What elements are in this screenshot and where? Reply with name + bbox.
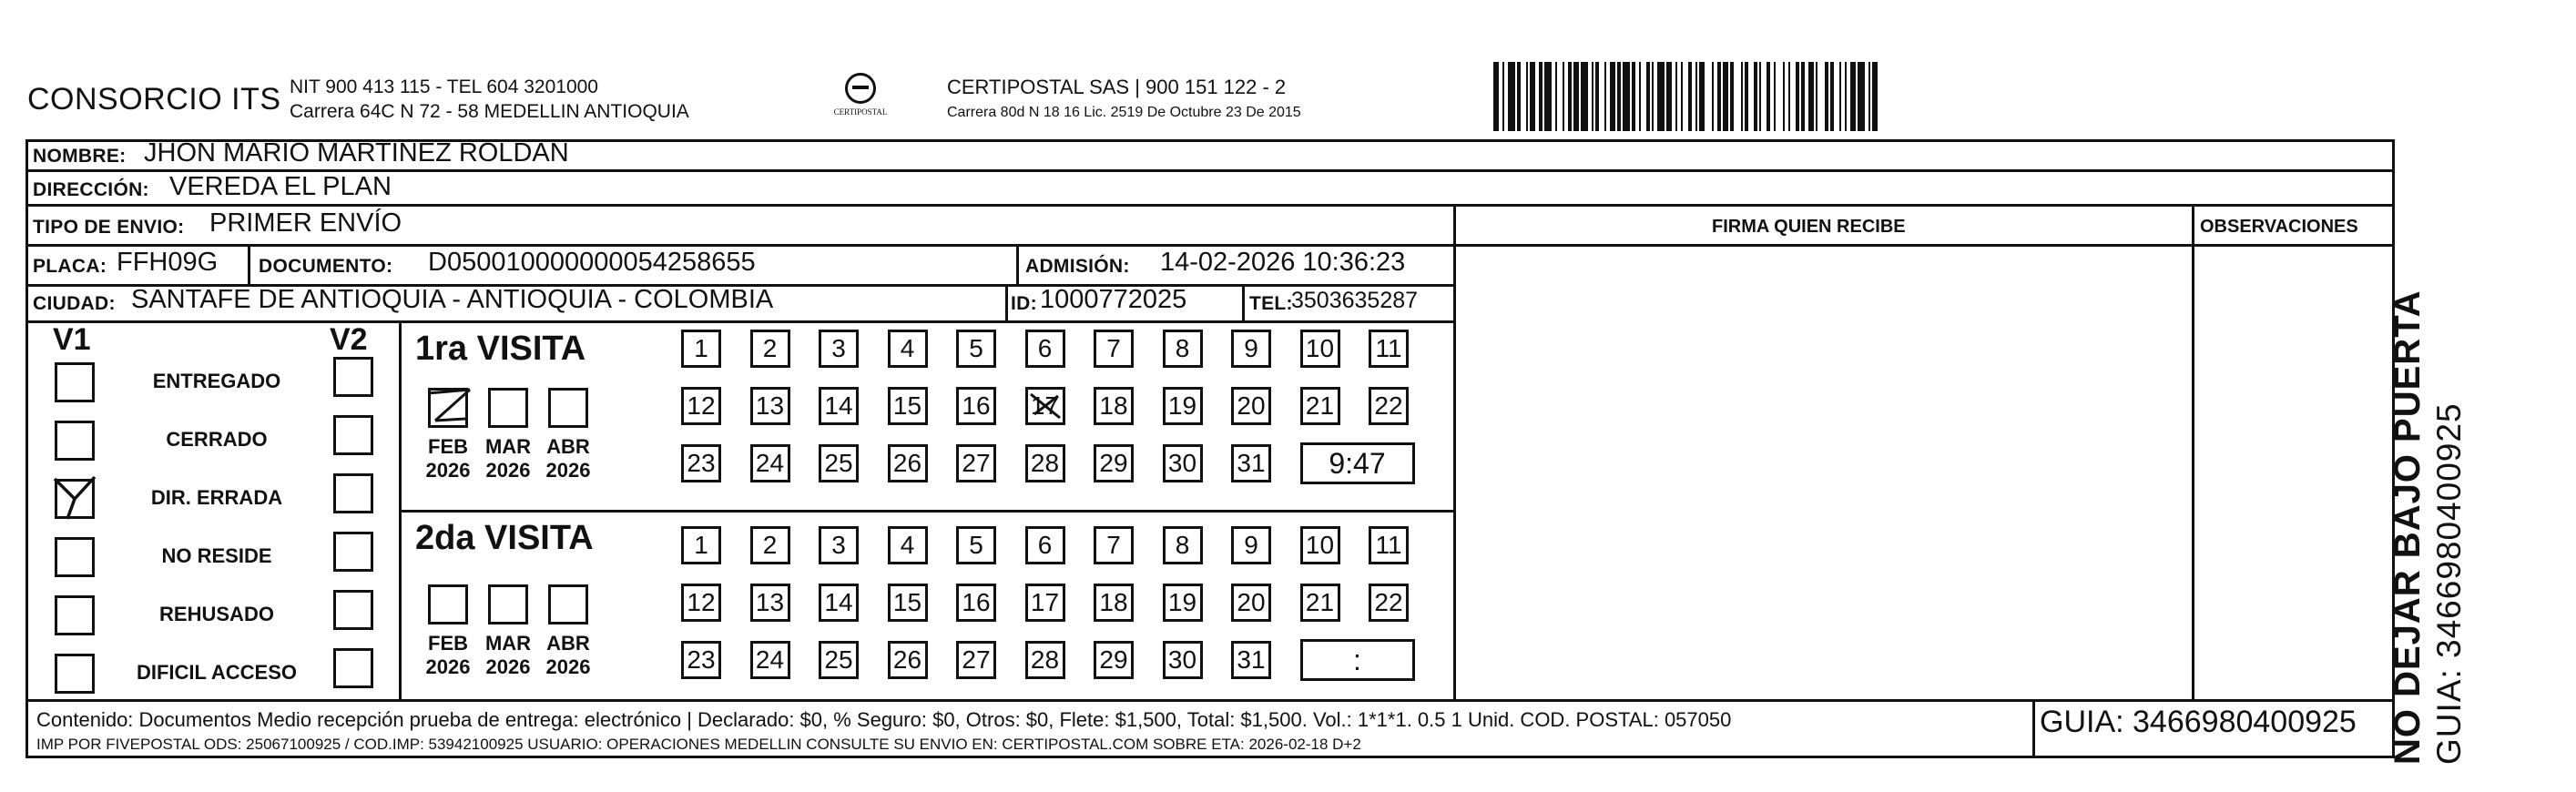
- tipo-value: PRIMER ENVÍO: [209, 208, 402, 238]
- id-label: ID:: [1011, 293, 1037, 314]
- day-box[interactable]: 26: [888, 444, 928, 482]
- day-box[interactable]: 29: [1094, 444, 1134, 482]
- status-option-label: DIFICIL ACCESO: [136, 661, 297, 684]
- month-year: 2026: [485, 459, 531, 482]
- day-box[interactable]: 14: [819, 584, 859, 622]
- side-notice: [2386, 289, 2469, 765]
- day-box[interactable]: 27: [956, 444, 996, 482]
- month-year: 2026: [425, 655, 471, 678]
- day-box[interactable]: 15: [888, 387, 928, 425]
- month-checkbox[interactable]: [548, 584, 588, 624]
- side-guia: GUIA: 3466980400925: [2430, 402, 2468, 765]
- day-box[interactable]: 28: [1025, 641, 1065, 679]
- month-name: FEB: [428, 435, 468, 458]
- rule: [25, 320, 1455, 323]
- day-box[interactable]: 31: [1231, 641, 1271, 679]
- address-line: Carrera 64C N 72 - 58 MEDELLIN ANTIOQUIA: [290, 101, 689, 122]
- rule: [1016, 244, 1019, 285]
- day-box[interactable]: 17: [1025, 584, 1065, 622]
- direccion-value: VEREDA EL PLAN: [169, 172, 392, 201]
- rule: [25, 204, 2395, 207]
- month-name: FEB: [428, 632, 468, 655]
- day-box[interactable]: 24: [750, 444, 790, 482]
- strike-mark-icon: [1025, 387, 1065, 425]
- certipostal-info: [947, 75, 1301, 126]
- admision-label: ADMISIÓN:: [1025, 256, 1130, 277]
- tipo-label: TIPO DE ENVIO:: [33, 217, 185, 238]
- v1-checkbox[interactable]: [55, 537, 95, 577]
- day-box[interactable]: 16: [956, 584, 996, 622]
- company-info: [290, 75, 689, 124]
- direccion-label: DIRECCIÓN:: [33, 179, 149, 200]
- rule: [1242, 284, 1245, 321]
- v2-checkbox[interactable]: [333, 648, 373, 688]
- day-box[interactable]: 13: [750, 584, 790, 622]
- nombre-label: NOMBRE:: [33, 146, 127, 167]
- day-box[interactable]: 16: [956, 387, 996, 425]
- day-box[interactable]: 15: [888, 584, 928, 622]
- barcode-bar: [1657, 62, 1665, 131]
- ciudad-value: SANTAFE DE ANTIOQUIA - ANTIOQUIA - COLOMBIA: [131, 285, 774, 314]
- day-box[interactable]: 5: [956, 330, 996, 368]
- day-box[interactable]: 12: [681, 584, 721, 622]
- month-label: [419, 435, 477, 482]
- month-name: MAR: [484, 632, 532, 655]
- footer-print-info: IMP POR FIVEPOSTAL ODS: 25067100925 / COD.IMP: 53942100925 USUARIO: OPERACIONES MEDELLIN CONSULTE SU ENVIO EN: CERTIPOSTAL.COM SOBRE ETA: 2026-02-18 D+2: [36, 736, 1361, 753]
- nit-line: NIT 900 413 115 - TEL 604 3201000: [290, 76, 598, 97]
- month-label: [419, 632, 477, 679]
- month-checkbox[interactable]: [548, 388, 588, 428]
- day-box[interactable]: 6: [1025, 330, 1065, 368]
- day-box[interactable]: 1: [681, 330, 721, 368]
- v1-checkbox[interactable]: [55, 654, 95, 694]
- day-box[interactable]: 17: [1025, 387, 1065, 425]
- day-box[interactable]: 31: [1231, 444, 1271, 482]
- month-label: [539, 632, 597, 679]
- rule: [2192, 204, 2194, 700]
- rule: [399, 320, 402, 700]
- rule: [248, 244, 250, 285]
- rule: [1005, 284, 1008, 321]
- v2-checkbox[interactable]: [333, 473, 373, 513]
- guia-number: GUIA: 3466980400925: [2040, 705, 2357, 739]
- day-box[interactable]: 4: [888, 526, 928, 564]
- barcode-gap: [1878, 62, 1881, 131]
- day-box[interactable]: 27: [956, 641, 996, 679]
- day-box[interactable]: 23: [681, 641, 721, 679]
- barcode-bar: [1623, 62, 1630, 131]
- status-option-label: CERRADO: [166, 428, 268, 451]
- barcode: [1493, 62, 2176, 131]
- day-box[interactable]: 19: [1163, 584, 1203, 622]
- day-box[interactable]: 30: [1163, 444, 1203, 482]
- barcode-bar: [1544, 62, 1552, 131]
- certipostal-logo: [829, 71, 892, 127]
- month-year: 2026: [425, 459, 471, 482]
- month-name: ABR: [546, 632, 590, 655]
- placa-value: FFH09G: [117, 248, 219, 277]
- barcode-bar: [1858, 62, 1865, 131]
- day-box[interactable]: 8: [1163, 526, 1203, 564]
- day-box[interactable]: 14: [819, 387, 859, 425]
- month-year: 2026: [545, 459, 591, 482]
- day-box[interactable]: 1: [681, 526, 721, 564]
- rule: [401, 510, 1455, 513]
- month-checkbox[interactable]: [488, 584, 528, 624]
- v2-checkbox[interactable]: [333, 415, 373, 455]
- day-box[interactable]: 10: [1300, 330, 1340, 368]
- day-box[interactable]: 5: [956, 526, 996, 564]
- barcode-gap: [1705, 62, 1712, 131]
- placa-label: PLACA:: [33, 256, 107, 277]
- day-box[interactable]: 11: [1369, 330, 1409, 368]
- day-box[interactable]: 3: [819, 526, 859, 564]
- day-box[interactable]: 7: [1094, 330, 1134, 368]
- day-box[interactable]: 11: [1369, 526, 1409, 564]
- day-box[interactable]: 29: [1094, 641, 1134, 679]
- checkmark-icon: [423, 382, 475, 428]
- company-name: CONSORCIO ITS: [27, 82, 281, 117]
- month-label: [479, 632, 537, 679]
- time-box[interactable]: :: [1300, 639, 1415, 681]
- ciudad-label: CIUDAD:: [33, 293, 116, 314]
- status-option-label: REHUSADO: [159, 603, 274, 625]
- barcode-gap: [1776, 62, 1783, 131]
- day-box[interactable]: 28: [1025, 444, 1065, 482]
- v2-header: V2: [330, 322, 368, 357]
- month-label: [479, 435, 537, 482]
- certi-line-2: Carrera 80d N 18 16 Lic. 2519 De Octubre 23 De 2015: [947, 105, 1301, 120]
- second-visit-title: 2da VISITA: [415, 519, 594, 557]
- admision-value: 14-02-2026 10:36:23: [1160, 248, 1406, 277]
- day-box[interactable]: 6: [1025, 526, 1065, 564]
- status-option-label: ENTREGADO: [152, 370, 281, 392]
- day-box[interactable]: 25: [819, 444, 859, 482]
- v2-checkbox[interactable]: [333, 357, 373, 397]
- day-box[interactable]: 24: [750, 641, 790, 679]
- v1-header: V1: [53, 322, 91, 357]
- documento-value: D050010000000054258655: [428, 248, 756, 277]
- day-box[interactable]: 18: [1094, 584, 1134, 622]
- observaciones-header: OBSERVACIONES: [2200, 217, 2358, 237]
- day-box[interactable]: 9: [1231, 526, 1271, 564]
- day-box[interactable]: 8: [1163, 330, 1203, 368]
- month-checkbox[interactable]: [488, 388, 528, 428]
- barcode-gap: [1817, 62, 1825, 131]
- day-box[interactable]: 21: [1300, 387, 1340, 425]
- day-box[interactable]: 23: [681, 444, 721, 482]
- day-box[interactable]: 25: [819, 641, 859, 679]
- tel-value: 3503635287: [1291, 288, 1419, 313]
- status-option-label: NO RESIDE: [161, 544, 272, 567]
- nombre-value: JHON MARIO MARTINEZ ROLDAN: [144, 138, 569, 168]
- documento-label: DOCUMENTO:: [259, 256, 393, 277]
- month-year: 2026: [485, 655, 531, 678]
- month-checkbox[interactable]: [428, 584, 468, 624]
- day-box[interactable]: 20: [1231, 584, 1271, 622]
- month-year: 2026: [545, 655, 591, 678]
- footer-content: Contenido: Documentos Medio recepción prueba de entrega: electrónico | Declarado: $0, % Seguro: $0, Otros: $0, Flete: $1,500, Total: $1,500. Vol.: 1*1*1. 0.5 1 Unid. COD. POSTAL: 057050: [36, 708, 1732, 731]
- certi-line-1: CERTIPOSTAL SAS | 900 151 122 - 2: [947, 76, 1287, 98]
- first-visit-title: 1ra VISITA: [415, 330, 586, 368]
- month-label: [539, 435, 597, 482]
- day-box[interactable]: 7: [1094, 526, 1134, 564]
- day-box[interactable]: 19: [1163, 387, 1203, 425]
- time-box[interactable]: 9:47: [1300, 442, 1415, 484]
- day-box[interactable]: 10: [1300, 526, 1340, 564]
- v2-checkbox[interactable]: [333, 532, 373, 572]
- v2-checkbox[interactable]: [333, 590, 373, 630]
- day-box[interactable]: 2: [750, 330, 790, 368]
- rule: [25, 699, 2395, 702]
- day-box[interactable]: 3: [819, 330, 859, 368]
- day-box[interactable]: 21: [1300, 584, 1340, 622]
- v1-checkbox[interactable]: [55, 421, 95, 461]
- logo-text: CERTIPOSTAL: [833, 107, 888, 117]
- rule: [1453, 204, 1456, 700]
- checkmark-icon: [49, 472, 100, 523]
- day-box[interactable]: 4: [888, 330, 928, 368]
- firma-header: FIRMA QUIEN RECIBE: [1712, 217, 1906, 237]
- day-box[interactable]: 12: [681, 387, 721, 425]
- day-box[interactable]: 26: [888, 641, 928, 679]
- day-box[interactable]: 20: [1231, 387, 1271, 425]
- barcode-gap: [1734, 62, 1741, 131]
- day-box[interactable]: 22: [1369, 584, 1409, 622]
- rule: [25, 244, 2395, 247]
- v1-checkbox[interactable]: [55, 362, 95, 402]
- day-box[interactable]: 18: [1094, 387, 1134, 425]
- barcode-bar: [1581, 62, 1588, 131]
- month-name: MAR: [484, 435, 532, 458]
- day-box[interactable]: 2: [750, 526, 790, 564]
- v1-checkbox[interactable]: [55, 595, 95, 635]
- day-box[interactable]: 9: [1231, 330, 1271, 368]
- day-box[interactable]: 22: [1369, 387, 1409, 425]
- logo-icon: [845, 73, 876, 104]
- tel-label: TEL:: [1249, 293, 1293, 314]
- status-option-label: DIR. ERRADA: [150, 486, 283, 509]
- side-warning: NO DEJAR BAJO PUERTA: [2388, 289, 2428, 765]
- month-name: ABR: [546, 435, 590, 458]
- day-box[interactable]: 13: [750, 387, 790, 425]
- id-value: 1000772025: [1040, 285, 1187, 314]
- barcode-bar: [1508, 62, 1515, 131]
- day-box[interactable]: 30: [1163, 641, 1203, 679]
- rule: [2032, 699, 2035, 757]
